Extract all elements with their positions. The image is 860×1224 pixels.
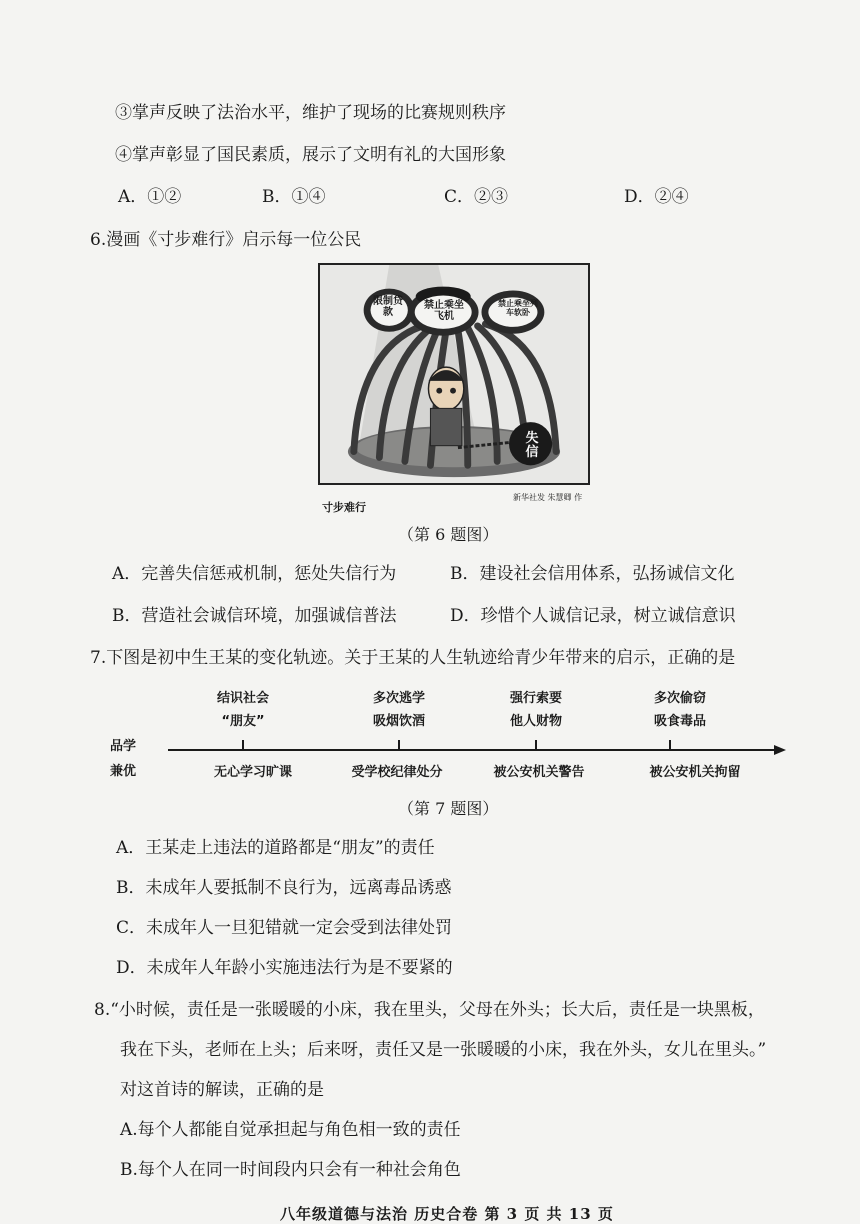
timeline-stage-3-top: 强行索要 bbox=[509, 691, 563, 706]
q5-statement-4: ④掌声彰显了国民素质，展示了文明有礼的大国形象 bbox=[115, 145, 506, 165]
timeline-stage-1-bottom: “朋友” bbox=[221, 714, 265, 729]
timeline-start-label-2: 兼优 bbox=[110, 764, 137, 779]
q6-option-b: B．建设社会信用体系，弘扬诚信文化 bbox=[450, 564, 735, 584]
timeline-stage-3-bottom: 他人财物 bbox=[509, 714, 563, 729]
cartoon-ball-label: 失信 bbox=[525, 431, 539, 460]
timeline-diagram bbox=[110, 680, 800, 790]
q7-option-b: B．未成年人要抵制不良行为，远离毒品诱惑 bbox=[116, 878, 452, 898]
q5-option-c: C．②③ bbox=[444, 187, 509, 207]
q7-option-a: A．王某走上违法的道路都是“朋友”的责任 bbox=[116, 838, 435, 858]
timeline-stage-4-top: 多次偷窃 bbox=[653, 691, 707, 706]
q8-stem-line-1: 8.“小时候，责任是一张暖暖的小床，我在里头，父母在外头；长大后，责任是一块黑板， bbox=[94, 1000, 765, 1020]
q6-stem: 6.漫画《寸步难行》启示每一位公民 bbox=[90, 230, 362, 250]
timeline-result-2: 受学校纪律处分 bbox=[351, 765, 443, 780]
cartoon-balloon-1: 限制贷款 bbox=[373, 296, 403, 318]
timeline-result-3: 被公安机关警告 bbox=[493, 765, 585, 780]
timeline-result-1: 无心学习旷课 bbox=[213, 765, 293, 780]
q7-option-d: D．未成年人年龄小实施违法行为是不要紧的 bbox=[116, 958, 453, 978]
q8-stem-line-3: 对这首诗的解读，正确的是 bbox=[120, 1080, 324, 1100]
q8-stem-line-2: 我在下头，老师在上头；后来呀，责任又是一张暖暖的小床，我在外头，女儿在里头。” bbox=[120, 1040, 767, 1060]
q6-option-a: A．完善失信惩戒机制，惩处失信行为 bbox=[112, 564, 397, 584]
timeline-stage-4-bottom: 吸食毒品 bbox=[653, 714, 707, 729]
timeline-stage-1-top: 结识社会 bbox=[216, 691, 270, 706]
cartoon-balloon-3: 禁止乘坐列车软卧 bbox=[498, 299, 538, 318]
q5-option-b: B．①④ bbox=[262, 187, 326, 207]
q8-option-b: B.每个人在同一时间段内只会有一种社会角色 bbox=[120, 1160, 461, 1180]
cartoon-image bbox=[318, 263, 590, 485]
timeline-start-label-1: 品学 bbox=[110, 739, 137, 754]
page-footer: 八年级道德与法治 历史合卷 第 3 页 共 13 页 bbox=[280, 1205, 614, 1223]
q7-figure-caption: （第 7 题图） bbox=[398, 799, 499, 818]
q5-option-d: D．②④ bbox=[624, 187, 689, 207]
q8-option-a: A.每个人都能自觉承担起与角色相一致的责任 bbox=[120, 1120, 461, 1140]
q6-option-c: B．营造社会诚信环境，加强诚信普法 bbox=[112, 606, 397, 626]
cartoon-credit: 新华社发 朱慧卿 作 bbox=[513, 493, 583, 502]
cartoon-balloon-2: 禁止乘坐飞机 bbox=[424, 300, 464, 322]
q7-option-c: C．未成年人一旦犯错就一定会受到法律处罚 bbox=[116, 918, 453, 938]
timeline-result-4: 被公安机关拘留 bbox=[649, 765, 741, 780]
q5-option-a: A．①② bbox=[118, 187, 182, 207]
q5-statement-3: ③掌声反映了法治水平，维护了现场的比赛规则秩序 bbox=[115, 103, 506, 123]
q6-option-d: D．珍惜个人诚信记录，树立诚信意识 bbox=[450, 606, 736, 626]
timeline-stage-2-bottom: 吸烟饮酒 bbox=[372, 714, 426, 729]
q6-figure-caption: （第 6 题图） bbox=[398, 525, 499, 544]
timeline-stage-2-top: 多次逃学 bbox=[372, 691, 426, 706]
cartoon-title: 寸步难行 bbox=[322, 501, 366, 514]
cartoon-illustration bbox=[320, 265, 588, 483]
q7-stem: 7.下图是初中生王某的变化轨迹。关于王某的人生轨迹给青少年带来的启示，正确的是 bbox=[90, 648, 736, 668]
